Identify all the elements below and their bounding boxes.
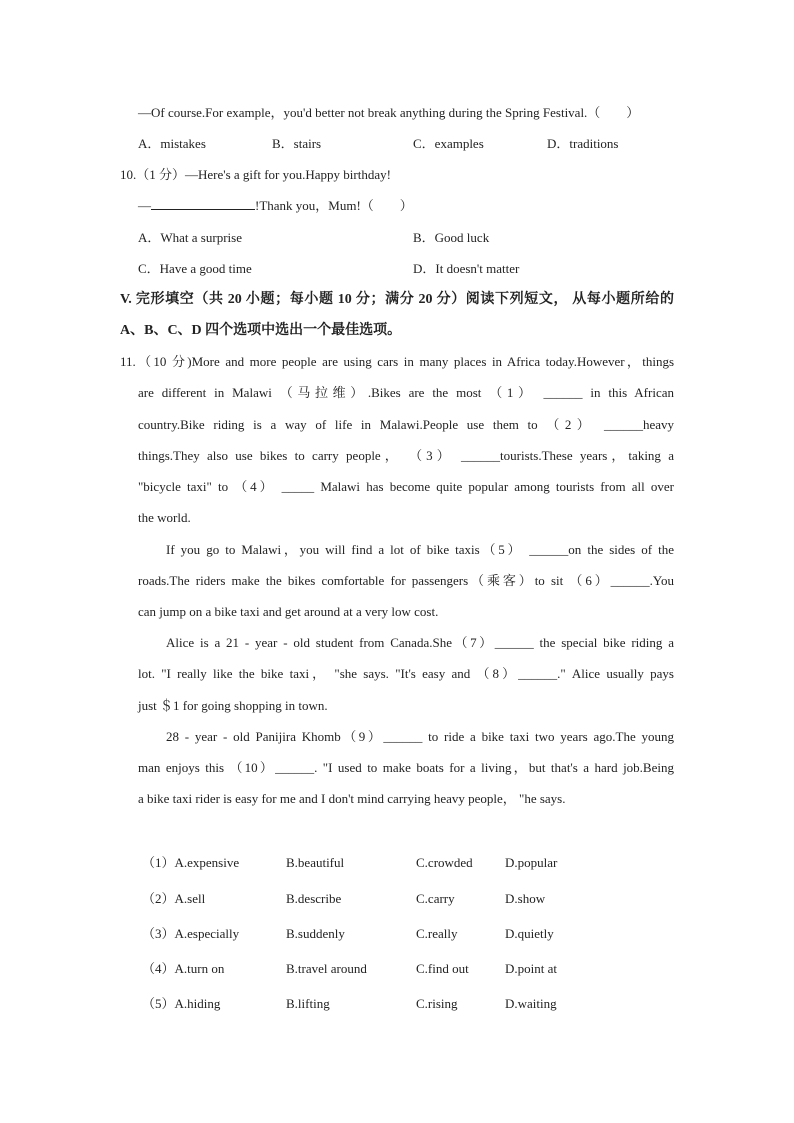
q9-option-b: B．stairs xyxy=(272,136,322,151)
choice-3b: B.suddenly xyxy=(286,926,345,941)
choice-5a: （5）A.hiding xyxy=(142,996,221,1011)
q10-option-d: D．It doesn't matter xyxy=(413,261,520,276)
q9-dialog-line: —Of course.For example，you'd better not break anything during the Spring Festival.（ ） xyxy=(138,105,640,120)
passage-line: things.They also use bikes to carry people， （3） ______tourists.These years，taking a xyxy=(138,448,674,463)
q10-reply xyxy=(138,197,413,215)
choice-4b: B.travel around xyxy=(286,961,367,976)
passage-line: can jump on a bike taxi and get around at a very low cost. xyxy=(138,604,439,619)
choice-3a: （3）A.especially xyxy=(142,926,240,941)
passage-line: country.Bike riding is a way of life in Malawi.People use them to （2） ______heavy xyxy=(138,417,674,432)
q10-option-a: A．What a surprise xyxy=(138,230,242,245)
q9-option-c: C．examples xyxy=(413,136,484,151)
q10-option-b: B．Good luck xyxy=(413,230,490,245)
choice-3c: C.really xyxy=(416,926,458,941)
choice-2a: （2）A.sell xyxy=(142,891,206,906)
passage-line: If you go to Malawi，you will find a lot of bike taxis（5） ______on the sides of the xyxy=(166,542,674,557)
choice-4a: （4）A.turn on xyxy=(142,961,225,976)
choice-5b: B.lifting xyxy=(286,996,330,1011)
q10-reply-prefix: — xyxy=(138,198,151,213)
choice-2d: D.show xyxy=(505,891,546,906)
q10-reply-suffix: !Thank you，Mum!（ ） xyxy=(255,198,413,213)
choice-2c: C.carry xyxy=(416,891,455,906)
choice-5d: D.waiting xyxy=(505,996,557,1011)
q10-option-c: C．Have a good time xyxy=(138,261,252,276)
passage-line: 11.（10 分)More and more people are using cars in many places in Africa today.However，things xyxy=(120,354,674,369)
passage-line: man enjoys this （10）______. "I used to make boats for a living，but that's a hard job.Being xyxy=(138,760,674,775)
section-heading-line1: V. 完形填空（共 20 小题；每小题 10 分；满分 20 分）阅读下列短文， 从每小题所给的 xyxy=(120,292,674,307)
choice-5c: C.rising xyxy=(416,996,458,1011)
passage-line: are different in Malawi （马拉维）.Bikes are the most （1） ______ in this African xyxy=(138,385,674,400)
q10-stem: 10.（1 分）—Here's a gift for you.Happy birthday! xyxy=(120,167,391,182)
choice-1d: D.popular xyxy=(505,855,558,870)
passage-line: just ＄1 for going shopping in town. xyxy=(138,698,328,713)
choice-3d: D.quietly xyxy=(505,926,554,941)
q9-option-a: A．mistakes xyxy=(138,136,206,151)
passage-line: a bike taxi rider is easy for me and I don't mind carrying heavy people， "he says. xyxy=(138,791,566,806)
choice-2b: B.describe xyxy=(286,891,342,906)
answer-blank xyxy=(151,197,255,210)
section-heading-line2: A、B、C、D 四个选项中选出一个最佳选项。 xyxy=(120,323,402,338)
q9-option-d: D．traditions xyxy=(547,136,619,151)
choice-1b: B.beautiful xyxy=(286,855,345,870)
choice-4c: C.find out xyxy=(416,961,469,976)
passage-line: "bicycle taxi" to （4） _____ Malawi has become quite popular among tourists from all over xyxy=(138,479,674,494)
choice-1c: C.crowded xyxy=(416,855,473,870)
passage-line: Alice is a 21 - year - old student from Canada.She（7）______ the special bike riding a xyxy=(166,635,674,650)
passage-line: the world. xyxy=(138,510,191,525)
passage-line: lot. "I really like the bike taxi， "she says. "It's easy and （8）______." Alice usually pays xyxy=(138,666,674,681)
choice-1a: （1）A.expensive xyxy=(142,855,240,870)
choice-4d: D.point at xyxy=(505,961,557,976)
passage-line: 28 - year - old Panijira Khomb（9）______ to ride a bike taxi two years ago.The young xyxy=(166,729,674,744)
passage-line: roads.The riders make the bikes comfortable for passengers（乘客）to sit （6）______.You xyxy=(138,573,674,588)
